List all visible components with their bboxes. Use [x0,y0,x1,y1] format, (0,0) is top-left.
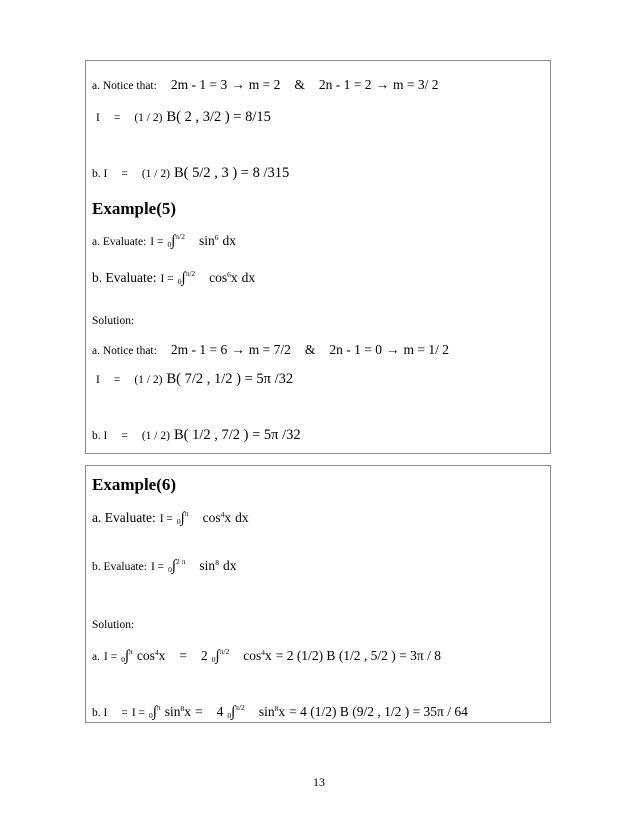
beta-result-line-4: b. I = (1 / 2) B( 1/2 , 7/2 ) = 5π /32 [92,427,301,443]
integral-sign: ∫ [171,233,176,249]
integral-sign: ∫ [231,704,236,720]
notice-line-2: a. Notice that: 2m - 1 = 6 → m = 7/2 & 2n - 1 = 0 → m = 1/ 2 [92,342,449,357]
integral-sign: ∫ [180,510,185,526]
solution-label: Solution: [92,315,135,327]
solution-6-part-a: a. I = $_0$∫$^\pi$ $\cos^4x = 2$ $_0$∫$^{\pi/2}$ $\cos^4x = 2$ (1/2) B (1/2 , 5/2 ) = 3π / 8 [92,647,441,664]
notice-line-1: a. Notice that: 2m - 1 = 3 → m = 2 & 2n - 1 = 2 → m = 3/ 2 [92,77,439,92]
beta-result-line-2: b. I = (1 / 2) B( 5/2 , 3 ) = 8 /315 [92,165,290,181]
example-6-part-b: b. Evaluate: I = $_0$∫$^{2 \pi}$ $\sin^8$ dx [92,557,237,574]
integral-sign: ∫ [171,558,176,574]
example-6-heading: Example(6) [92,475,177,494]
integral-sign: ∫ [181,270,186,286]
example-5-part-b: b. Evaluate: I = $_0$∫$^{\pi/2}$ $\cos^6x$ dx [92,269,256,286]
integral-sign: ∫ [124,648,130,664]
page-number: 13 [313,775,325,789]
example-5-part-a: a. Evaluate: I = $_0$∫$^{\pi/2}$ $\sin^6$ dx [92,232,236,249]
example-5-heading: Example(5) [92,199,177,218]
beta-result-line-3: I = (1 / 2) B( 7/2 , 1/2 ) = 5π /32 [96,371,294,387]
beta-result-line-1: I = (1 / 2) B( 2 , 3/2 ) = 8/15 [96,109,271,125]
example-6-part-a: a. Evaluate: I = $_0$∫$^\pi$ $\cos^4x$ dx [92,509,249,526]
worked-example-box-1 [85,60,551,454]
solution-label: Solution: [92,619,135,631]
solution-6-part-b: b. I = I = $_0$∫$^\pi$ $\sin^8x = 4$ $_0$∫$^{\pi/2}$ $\sin^8x = 4$ (1/2) B (9/2 , 1/2 ) = 35π / 64 [92,703,468,720]
worked-example-box-2 [85,465,551,723]
integral-sign: ∫ [215,648,220,664]
integral-sign: ∫ [152,704,157,720]
